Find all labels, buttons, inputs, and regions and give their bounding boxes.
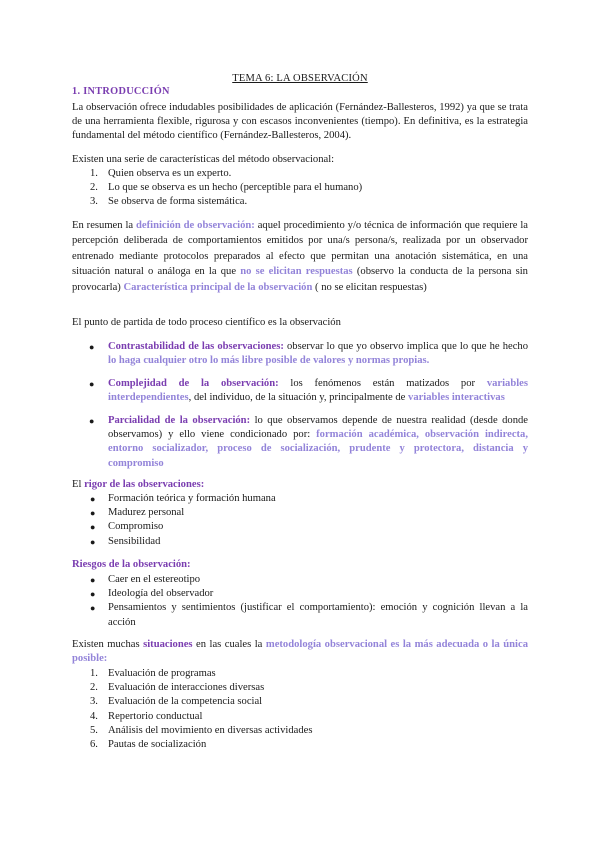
bullet-contrastabilidad [72, 340, 528, 368]
definicion-term: definición de observación: [136, 220, 255, 231]
list-item: 4. Repertorio conductual [90, 710, 203, 722]
list-item: ● Contrastabilidad de las observaciones: observar lo que yo observo implica que lo que he hecho lo haga cualquier otro lo más libre posible de valores y normas propias. [89, 341, 529, 367]
definicion-paragraph: En resumen la definición de observación: aquel procedimiento y/o técnica de información que requiere la percepción deliberada de comportamientos emitidos por una/s persona/s, realizada por un observador entrenado mediante protocolos preparados al efecto que permitan una anotación sistemática, en una situación natural o análoga en la que no se elicitan respuestas (observo la conducta de la persona sin provocarla) Característica principal de la observación ( no se elicitan respuestas) [72, 220, 529, 293]
page-title: TEMA 6: LA OBSERVACIÓN [232, 73, 368, 84]
caracteristicas-intro: Existen una serie de características del método observacional: [72, 154, 335, 165]
bullet-parcialidad [72, 414, 528, 471]
list-item: 3. Se observa de forma sistemática. [90, 196, 248, 208]
list-item: ● Sensibilidad [90, 535, 161, 547]
list-item: 1. Quien observa es un experto. [90, 168, 232, 179]
situaciones-list [72, 667, 528, 752]
list-item: ● Parcialidad de la observación: lo que observamos depende de nuestra realidad (desde donde observamos) y ello viene condicionado por: formación académica, observación indirecta, entorno socializador, proceso de socialización, prudente y protectora, distancia y compromiso [89, 415, 529, 469]
bullet-complejidad [72, 377, 528, 405]
section-heading-introduccion: 1. INTRODUCCIÓN [72, 86, 170, 97]
list-item: 1. Evaluación de programas [90, 668, 216, 679]
list-item: 3. Evaluación de la competencia social [90, 696, 263, 708]
list-item: ● Ideología del observador [90, 588, 214, 600]
list-item: 5. Análisis del movimiento en diversas actividades [90, 724, 313, 736]
list-item: 2. Lo que se observa es un hecho (perceptible para el humano) [90, 182, 363, 194]
riesgos-heading: Riesgos de la observación: [72, 559, 191, 570]
list-item: 2. Evaluación de interacciones diversas [90, 682, 265, 694]
caracteristicas-list [72, 167, 528, 210]
rigor-heading: El rigor de las observaciones: [72, 479, 205, 490]
list-item: ● Formación teórica y formación humana [90, 493, 276, 504]
list-item: ● Madurez personal [90, 507, 185, 519]
list-item: 6. Pautas de socialización [90, 739, 207, 751]
punto-partida: El punto de partida de todo proceso científico es la observación [72, 317, 341, 328]
intro-paragraph: La observación ofrece indudables posibilidades de aplicación (Fernández-Ballesteros, 1992) ya que se trata de una herramienta flexible, rigurosa y con escasos inconvenientes (tiempo). En definitiva, es la estrategia fundamental del método científico (Fernández-Ballesteros, 2004). [72, 102, 528, 142]
list-item: ● Compromiso [90, 521, 164, 533]
rigor-list [72, 492, 528, 549]
riesgos-list [72, 573, 528, 630]
situaciones-paragraph: Existen muchas situaciones en las cuales la metodología observacional es la más adecuada o la única posible: [72, 639, 528, 665]
list-item: ● Pensamientos y sentimientos (justificar el comportamiento): emoción y cognición llevan a la acción [90, 602, 528, 628]
list-item: ● Complejidad de la observación: los fenómenos están matizados por variables interdependientes, del individuo, de la situación y, principalmente de variables interactivas [89, 378, 529, 404]
list-item: ● Caer en el estereotipo [90, 574, 201, 585]
